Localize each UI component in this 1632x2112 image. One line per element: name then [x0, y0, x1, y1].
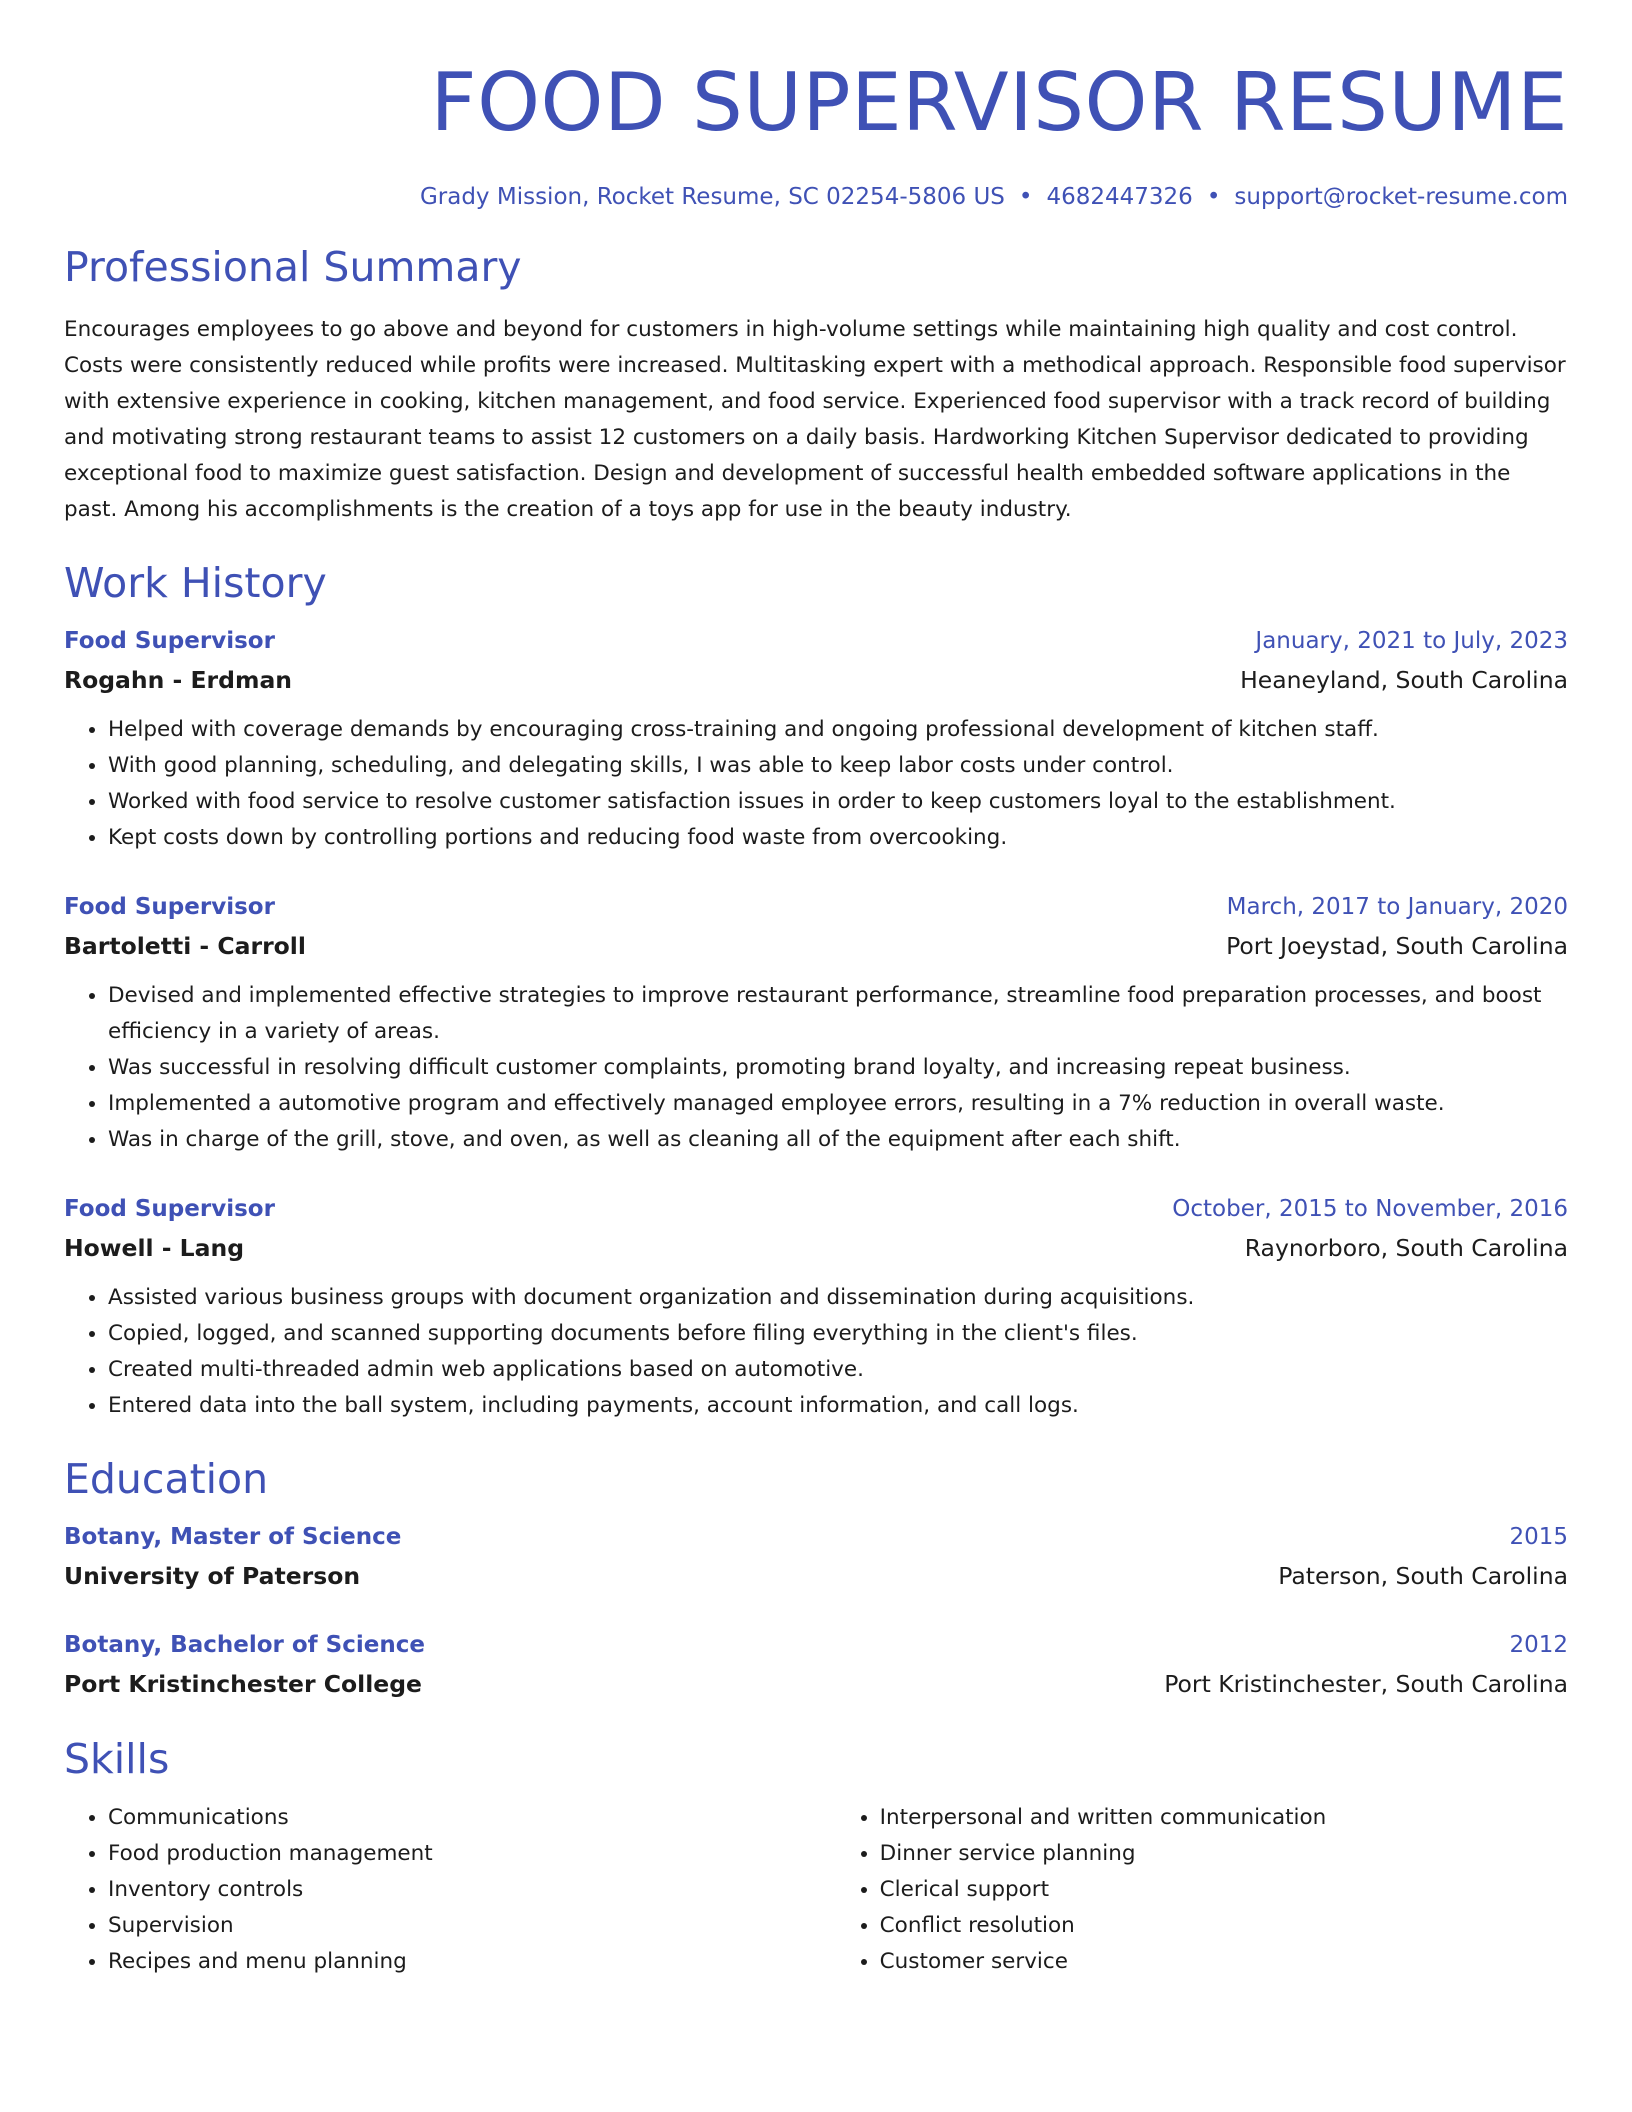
- education-section: [64, 1454, 1568, 1704]
- job-bullets: [64, 978, 1568, 1158]
- school-name: University of Paterson: [64, 1562, 361, 1590]
- degree-title: Botany, Bachelor of Science: [64, 1632, 425, 1658]
- skill-item: • Supervision: [108, 1908, 836, 1944]
- resume-header: [64, 56, 1568, 212]
- job-dates: March, 2017 to January, 2020: [1226, 894, 1568, 920]
- contact-email: support@rocket-resume.com: [1234, 184, 1568, 210]
- work-history-section: [64, 558, 1568, 1424]
- skills-columns: [64, 1800, 1568, 1980]
- contact-address: Grady Mission, Rocket Resume, SC 02254-5806 US: [419, 184, 1005, 210]
- job-title: Food Supervisor: [64, 1196, 275, 1222]
- job-dates: January, 2021 to July, 2023: [1255, 628, 1568, 654]
- job-entry: [64, 1190, 1568, 1424]
- contact-phone: 4682447326: [1046, 184, 1193, 210]
- skill-item: • Customer service: [880, 1944, 1568, 1980]
- job-bullet: • Devised and implemented effective strategies to improve restaurant performance, streamline food preparation processes, and boost efficiency in a variety of areas.: [108, 978, 1568, 1050]
- job-bullet: • Implemented a automotive program and effectively managed employee errors, resulting in a 7% reduction in overall waste.: [108, 1086, 1568, 1122]
- job-bullet: • With good planning, scheduling, and delegating skills, I was able to keep labor costs under control.: [108, 748, 1568, 784]
- job-title: Food Supervisor: [64, 628, 275, 654]
- job-bullet: • Assisted various business groups with document organization and dissemination during acquisitions.: [108, 1280, 1568, 1316]
- section-heading-skills: Skills: [64, 1735, 170, 1783]
- skills-section: [64, 1734, 1568, 1980]
- skill-item: • Recipes and menu planning: [108, 1944, 836, 1980]
- section-heading-summary: Professional Summary: [64, 243, 522, 291]
- contact-separator: •: [1206, 184, 1221, 210]
- job-bullet: • Helped with coverage demands by encouraging cross-training and ongoing professional development of kitchen staff.: [108, 712, 1568, 748]
- skill-item: • Conflict resolution: [880, 1908, 1568, 1944]
- job-bullets: [64, 1280, 1568, 1424]
- summary-text: Encourages employees to go above and beyond for customers in high-volume settings while maintaining high quality and cost control. Costs were consistently reduced while profits were increased. Multitasking expert with a methodical approach. Responsible food supervisor with extensive experience in cooking, kitchen management, and food service. Experienced food supervisor with a track record of building and motivating strong restaurant teams to assist 12 customers on a daily basis. Hardworking Kitchen Supervisor dedicated to providing exceptional food to maximize guest satisfaction. Design and development of successful health embedded software applications in the past. Among his accomplishments is the creation of a toys app for use in the beauty industry.: [64, 317, 1566, 522]
- job-company: Rogahn - Erdman: [64, 666, 293, 694]
- job-bullet: • Created multi-threaded admin web applications based on automotive.: [108, 1352, 1568, 1388]
- job-bullet: • Entered data into the ball system, including payments, account information, and call logs.: [108, 1388, 1568, 1424]
- job-location: Port Joeystad, South Carolina: [1226, 932, 1568, 960]
- skill-item: • Communications: [108, 1800, 836, 1836]
- skills-list-left: [64, 1800, 836, 1980]
- job-entry: [64, 888, 1568, 1158]
- skill-item: • Food production management: [108, 1836, 836, 1872]
- job-company: Bartoletti - Carroll: [64, 932, 306, 960]
- skill-item: • Interpersonal and written communication: [880, 1800, 1568, 1836]
- job-bullet: • Copied, logged, and scanned supporting documents before filing everything in the client's files.: [108, 1316, 1568, 1352]
- contact-line: [64, 182, 1568, 212]
- job-dates: October, 2015 to November, 2016: [1172, 1196, 1568, 1222]
- job-title: Food Supervisor: [64, 894, 275, 920]
- contact-separator: •: [1018, 184, 1033, 210]
- resume-title: FOOD SUPERVISOR RESUME: [430, 56, 1568, 149]
- skill-item: • Dinner service planning: [880, 1836, 1568, 1872]
- job-location: Raynorboro, South Carolina: [1244, 1234, 1568, 1262]
- summary-section: [64, 242, 1568, 528]
- section-heading-education: Education: [64, 1455, 269, 1503]
- job-bullet: • Kept costs down by controlling portions and reducing food waste from overcooking.: [108, 820, 1568, 856]
- section-heading-work-history: Work History: [64, 559, 327, 607]
- degree-title: Botany, Master of Science: [64, 1524, 402, 1550]
- degree-year: 2012: [1509, 1632, 1568, 1658]
- job-entry: [64, 622, 1568, 856]
- job-bullet: • Worked with food service to resolve customer satisfaction issues in order to keep customers loyal to the establishment.: [108, 784, 1568, 820]
- job-company: Howell - Lang: [64, 1234, 245, 1262]
- education-entry: [64, 1626, 1568, 1704]
- skills-list-right: [836, 1800, 1568, 1980]
- school-location: Port Kristinchester, South Carolina: [1164, 1670, 1568, 1698]
- job-bullets: [64, 712, 1568, 856]
- school-name: Port Kristinchester College: [64, 1670, 422, 1698]
- job-bullet: • Was in charge of the grill, stove, and oven, as well as cleaning all of the equipment after each shift.: [108, 1122, 1568, 1158]
- education-entry: [64, 1518, 1568, 1596]
- skill-item: • Inventory controls: [108, 1872, 836, 1908]
- degree-year: 2015: [1509, 1524, 1568, 1550]
- skill-item: • Clerical support: [880, 1872, 1568, 1908]
- job-bullet: • Was successful in resolving difficult customer complaints, promoting brand loyalty, and increasing repeat business.: [108, 1050, 1568, 1086]
- school-location: Paterson, South Carolina: [1278, 1562, 1568, 1590]
- job-location: Heaneyland, South Carolina: [1240, 666, 1568, 694]
